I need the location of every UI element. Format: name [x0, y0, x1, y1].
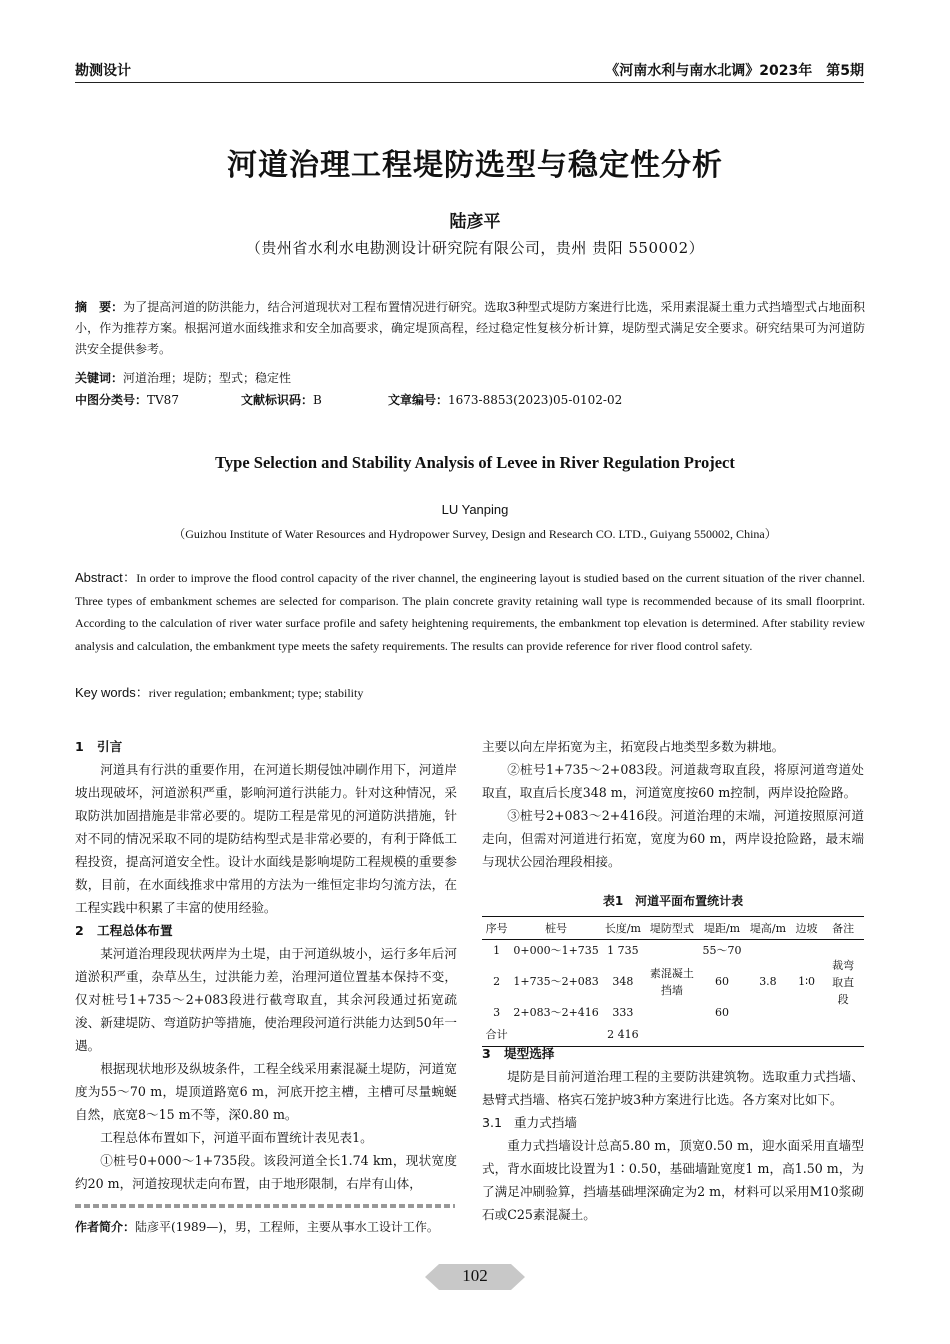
- table-cell: 3.8: [759, 975, 777, 988]
- table-cell: 1∶0: [798, 975, 815, 988]
- section-2-paragraph-2: 根据现状地形及纵坡条件，工程全线采用素混凝土堤防，河道宽度为55～70 m，堤顶道路宽6 m，河底开挖主槽，主槽可尽量蜿蜒自然，底宽8～15 m不等，深0.80 m。: [75, 1061, 457, 1122]
- section-3-1-paragraph: 重力式挡墙设计总高5.80 m，顶宽0.50 m，迎水面采用直墙型式，背水面坡比设置为1∶0.50，基础墙趾宽度1 m，高1.50 m，为了满足冲刷验算，挡墙基础埋深确定为2 m，材料可以采用M10浆砌石或C25素混凝土。: [482, 1138, 864, 1222]
- abstract-en-text: In order to improve the flood control capacity of the river channel, the engineering layout is studied based on the current situation of the river channel. Three types of embankment schemes are selected for comparison. The plain concrete gravity retaining wall type is recommended because of its small floorprint. According to the calculation of river water surface profile and safety heightening requirements, the embankment top elevation is determined. After stability review analysis and calculation, the embankment type meets the safety requirements. The results can provide reference for river flood control safety.: [75, 571, 865, 653]
- section-3-1-title: 重力式挡墙: [514, 1115, 577, 1130]
- abstract-en: [75, 567, 865, 657]
- keywords-en-text: river regulation; embankment; type; stability: [148, 686, 364, 700]
- table-header-cell: 堤高/m: [745, 917, 791, 940]
- body-column-right-top: [482, 735, 864, 873]
- keywords-en-label: Key words：: [75, 685, 149, 700]
- section-2-paragraph-5: ②桩号1+735～2+083段。河道裁弯取直段，将原河道弯道处取直，取直后长度348 m，河道宽度按60 m控制，两岸设抢险路。: [482, 762, 864, 800]
- keywords-cn: [75, 368, 865, 389]
- keywords-cn-text: 河道治理；堤防；型式；稳定性: [123, 371, 292, 385]
- author-name-cn: 陆彦平: [449, 212, 501, 232]
- keywords-en: [75, 682, 363, 701]
- table-cell: 2 416: [601, 1024, 645, 1047]
- table-cell: 1 735: [607, 944, 639, 957]
- section-3-number: 3: [482, 1046, 491, 1061]
- doc-code-value: B: [313, 393, 322, 407]
- section-2-number: 2: [75, 923, 84, 938]
- running-header-left: 勘测设计: [75, 63, 131, 79]
- table-cell: 3: [493, 1006, 501, 1019]
- table-cell: 1: [493, 944, 501, 957]
- author-note-label: 作者简介：: [75, 1220, 136, 1234]
- table-cell: 60: [715, 1006, 730, 1019]
- affiliation-en: （Guizhou Institute of Water Resources and Hydropower Survey, Design and Research CO. LTD., Guiyang 550002, China）: [173, 527, 777, 541]
- table-cell: 2+083～2+416: [513, 1006, 599, 1019]
- table-row: [482, 940, 864, 963]
- section-2-paragraph-4-continued: 主要以向左岸拓宽为主，拓宽段占地类型多数为耕地。: [482, 739, 785, 754]
- table-header-cell: 备注: [822, 917, 864, 940]
- section-3-heading: [482, 1042, 864, 1065]
- abstract-en-label: Abstract：: [75, 570, 137, 585]
- section-2-heading: [75, 919, 457, 942]
- article-number-value: 1673-8853(2023)05-0102-02: [448, 393, 623, 407]
- doc-code: [241, 391, 322, 408]
- article-number-label: 文章编号：: [388, 393, 449, 407]
- section-3-paragraph: 堤防是目前河道治理工程的主要防洪建筑物。选取重力式挡墙、悬臂式挡墙、格宾石笼护坡3种方案进行比选。各方案对比如下。: [482, 1069, 864, 1107]
- abstract-cn: [75, 297, 865, 360]
- abstract-cn-label: 摘 要：: [75, 300, 124, 314]
- table-cell: 348: [612, 975, 634, 988]
- table-header-cell: 边坡: [791, 917, 822, 940]
- table-cell: 1+735～2+083: [513, 975, 599, 988]
- header-rule: [75, 82, 864, 83]
- table-cell: 合计: [482, 1024, 511, 1047]
- section-2-paragraph-6: ③桩号2+083～2+416段。河道治理的末端，河道按照原河道走向，但需对河道进行拓宽，宽度为60 m，两岸设抢险路，最末端与现状公园治理段相接。: [482, 808, 864, 869]
- clc-number: [75, 391, 179, 408]
- table-cell: 55～70: [702, 944, 742, 957]
- article-number: [388, 391, 622, 408]
- body-column-left: [75, 735, 457, 1195]
- paper-title-en: Type Selection and Stability Analysis of Levee in River Regulation Project: [215, 453, 735, 472]
- section-3-1-number: 3.1: [482, 1115, 503, 1130]
- paper-title-cn: 河道治理工程堤防选型与稳定性分析: [227, 148, 723, 183]
- table-cell: 2: [493, 975, 501, 988]
- running-header-right: 《河南水利与南水北调》2023年 第5期: [605, 63, 864, 79]
- table-header-cell: 序号: [482, 917, 511, 940]
- table-cell: 60: [715, 975, 730, 988]
- section-3-1-heading: [482, 1111, 864, 1134]
- table-header-cell: 堤距/m: [699, 917, 745, 940]
- section-2-paragraph-1: 某河道治理段现状两岸为土堤，由于河道纵坡小，运行多年后河道淤积严重，杂草丛生，过洪能力差，治理河道位置基本保持不变，仅对桩号1+735～2+083段进行截弯取直，其余河段通过拓宽疏浚、新建堤防、弯道防护等措施，使治理段河道行洪能力达到50年一遇。: [75, 946, 457, 1053]
- author-note: [75, 1218, 439, 1235]
- section-2-paragraph-3: 工程总体布置如下，河道平面布置统计表见表1。: [100, 1130, 373, 1145]
- affiliation-cn: （贵州省水利水电勘测设计研究院有限公司，贵州 贵阳 550002）: [245, 239, 705, 257]
- table-1: [482, 916, 864, 1047]
- table-1-title: 表1 河道平面布置统计表: [602, 894, 744, 908]
- table-header-cell: 长度/m: [601, 917, 645, 940]
- keywords-cn-label: 关键词：: [75, 371, 124, 385]
- section-1-paragraph: 河道具有行洪的重要作用，在河道长期侵蚀冲刷作用下，河道岸坡出现破坏，河道淤积严重，影响河道行洪能力。针对这种情况，采取防洪加固措施是非常必要的。堤防工程是常见的河道防洪措施，针对不同的情况采取不同的堤防结构型式是非常必要的，有利于降低工程投资，提高河道安全性。设计水面线是影响堤防工程规模的重要参数，目前，在水面线推求中常用的方法为一维恒定非均匀流方法，在工程实践中积累了丰富的使用经验。: [75, 762, 457, 915]
- section-1-number: 1: [75, 739, 84, 754]
- table-cell: 0+000～1+735: [513, 944, 599, 957]
- author-name-en: LU Yanping: [441, 502, 509, 517]
- footnote-rule: [75, 1204, 455, 1208]
- abstract-cn-text: 为了提高河道的防洪能力，结合河道现状对工程布置情况进行研究。选取3种型式堤防方案进行比选，采用素混凝土重力式挡墙型式占地面积小，作为推荐方案。根据河道水面线推求和安全加高要求，确定堤顶高程，经过稳定性复核分析计算，堤防型式满足安全要求。研究结果可为河道防洪安全提供参考。: [75, 300, 865, 356]
- page-number-badge: [425, 1264, 525, 1290]
- table-header-cell: 堤防型式: [645, 917, 699, 940]
- table-cell: 裁弯取直段: [832, 958, 855, 1006]
- table-cell: 333: [612, 1006, 634, 1019]
- clc-label: 中图分类号：: [75, 393, 148, 407]
- section-1-title: 引言: [97, 739, 123, 754]
- table-header-row: [482, 917, 864, 940]
- section-3-title: 堤型选择: [504, 1046, 555, 1061]
- table-header-cell: 桩号: [511, 917, 601, 940]
- body-column-right-bottom: [482, 1042, 864, 1226]
- section-2-paragraph-4: ①桩号0+000～1+735段。该段河道全长1.74 km，现状宽度约20 m，河道按现状走向布置，由于地形限制，右岸有山体，: [75, 1153, 457, 1191]
- doc-code-label: 文献标识码：: [241, 393, 314, 407]
- author-note-text: 陆彦平(1989—)，男，工程师，主要从事水工设计工作。: [135, 1220, 439, 1234]
- section-2-title: 工程总体布置: [97, 923, 173, 938]
- clc-value: TV87: [147, 393, 179, 407]
- table-cell: 素混凝土挡墙: [649, 967, 694, 997]
- page-number: 102: [462, 1266, 488, 1285]
- section-1-heading: [75, 735, 457, 758]
